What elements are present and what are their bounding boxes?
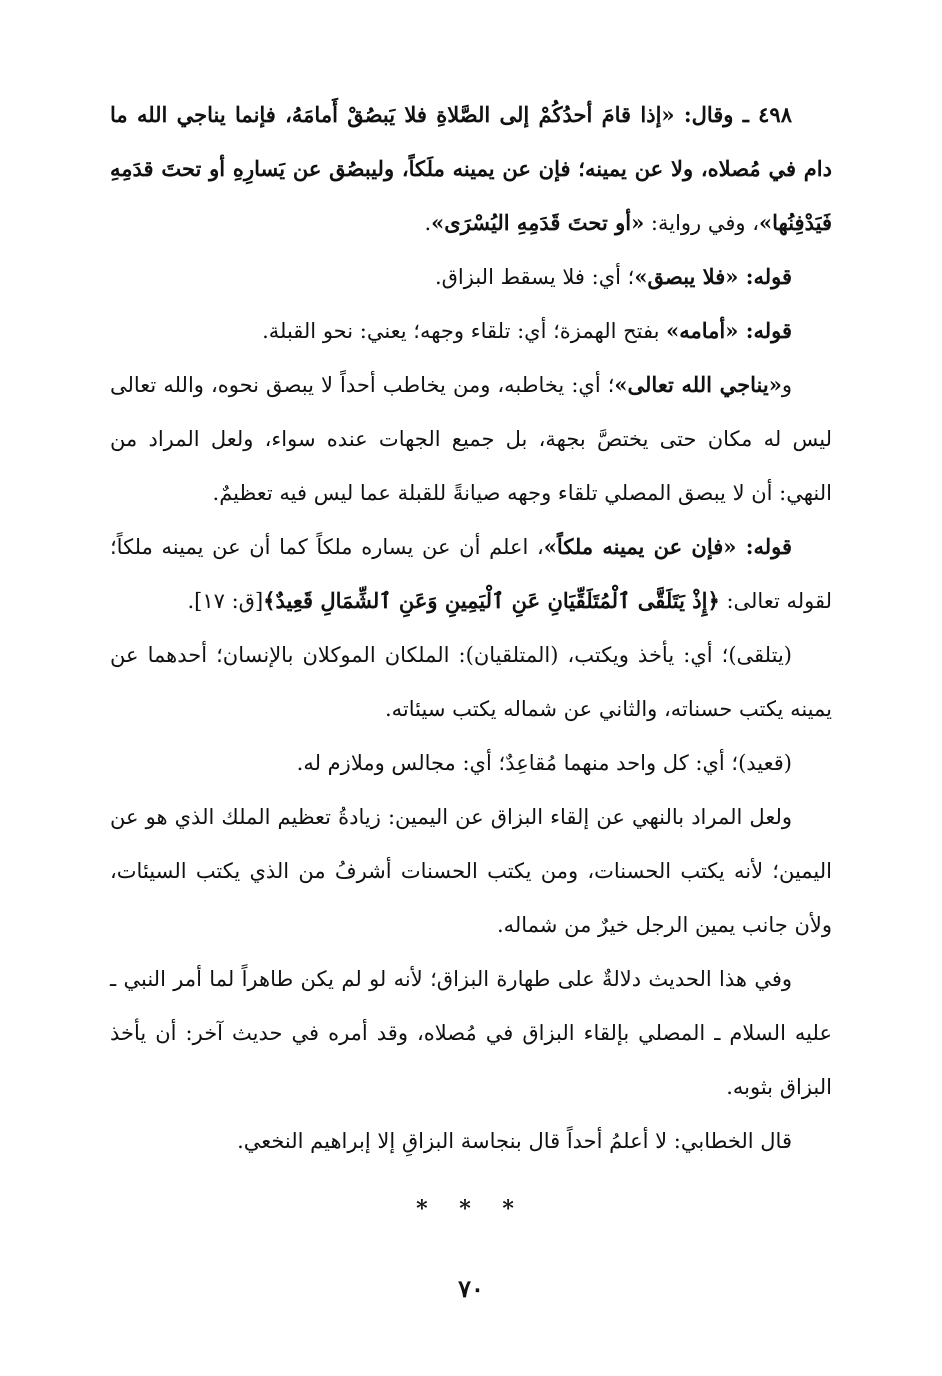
hadith-number: ٤٩٨ ـ وقال: — [674, 102, 792, 127]
page-body — [110, 88, 832, 1168]
commentary-text: ، اعلم أن عن يساره ملكاً كما أن عن يمينه ملكاً؛ لقوله تعالى: — [110, 535, 832, 613]
commentary-paragraph — [110, 736, 832, 790]
commentary-text: ؛ أي: فلا يسقط البزاق. — [434, 265, 635, 289]
section-divider: * * * — [416, 1196, 526, 1222]
commentary-text: قال الخطابي: لا أعلمُ أحداً قال بنجاسة البزاقِ إلا إبراهيم النخعي. — [237, 1129, 792, 1153]
commentary-paragraph — [110, 790, 832, 952]
commentary-paragraph — [110, 628, 832, 736]
commentary-text: ؛ أي: يخاطبه، ومن يخاطب أحداً لا يبصق نحوه، والله تعالى ليس له مكان حتى يختصَّ بجهة، بل جميع الجهات عنده سواء، ولعل المراد من النهي: أن لا يبصق المصلي تلقاء وجهه صيانةً للقبلة عما ليس فيه تعظيمٌ. — [110, 373, 832, 505]
commentary-quote: «فإن عن يمينه ملكاً» — [543, 534, 737, 559]
narration-text: «أو تحتَ قَدَمِهِ اليُسْرَى» — [431, 210, 645, 235]
commentary-paragraph — [110, 1114, 832, 1168]
commentary-quote: «فلا يبصق» — [634, 264, 739, 289]
verse-reference: [ق: ١٧]. — [187, 589, 264, 613]
commentary-text: (قعيد)؛ أي: كل واحد منهما مُقاعِدٌ؛ أي: مجالس وملازم له. — [296, 751, 792, 775]
commentary-lead: و — [781, 373, 792, 397]
commentary-paragraph — [110, 250, 832, 304]
commentary-text: وفي هذا الحديث دلالةٌ على طهارة البزاق؛ لأنه لو لم يكن طاهراً لما أمر النبي ـ عليه السلام ـ المصلي بإلقاء البزاق في مُصلاه، وقد أمره في حديث آخر: أن يأخذ البزاق بثوبه. — [110, 967, 832, 1099]
commentary-quote: «يناجي الله تعالى» — [614, 372, 782, 397]
hadith-paragraph — [110, 88, 832, 250]
commentary-lead: قوله: — [736, 534, 792, 559]
commentary-lead: قوله: — [738, 318, 792, 343]
quran-verse: ﴿إِذْ يَتَلَقَّى ٱلْمُتَلَقِّيَانِ عَنِ ٱلْيَمِينِ وَعَنِ ٱلشِّمَالِ قَعِيدٌ﴾ — [263, 588, 720, 613]
narration-intro: ، وفي رواية: — [644, 211, 760, 235]
hadith-end: . — [424, 211, 432, 235]
commentary-quote: «أمامه» — [666, 318, 739, 343]
commentary-paragraph — [110, 952, 832, 1114]
commentary-paragraph — [110, 304, 832, 358]
commentary-text: (يتلقى)؛ أي: يأخذ ويكتب، (المتلقيان): الملكان الموكلان بالإنسان؛ أحدهما عن يمينه يكتب حسناته، والثاني عن شماله يكتب سيئاته. — [110, 643, 832, 721]
commentary-paragraph — [110, 358, 832, 520]
commentary-text: بفتح الهمزة؛ أي: تلقاء وجهه؛ يعني: نحو القبلة. — [262, 319, 667, 343]
commentary-text: ولعل المراد بالنهي عن إلقاء البزاق عن اليمين: زيادةُ تعظيم الملك الذي هو عن اليمين؛ لأنه يكتب الحسنات، ومن يكتب الحسنات أشرفُ من الذي يكتب السيئات، ولأن جانب يمين الرجل خيرٌ من شماله. — [110, 805, 832, 937]
commentary-lead: قوله: — [738, 264, 792, 289]
hadith-text: «إذا قامَ أحدُكُمْ إلى الصَّلاةِ فلا يَبصُقْ أَمامَهُ، فإنما يناجي الله ما دام في مُصلاه، ولا عن يمينه؛ فإن عن يمينه ملَكاً، وليبصُق عن يَسارِهِ أو تحتَ قدَمِهِ فَيَدْفِنُها» — [110, 102, 832, 235]
commentary-paragraph — [110, 520, 832, 628]
page-number: ٧٠ — [458, 1274, 484, 1303]
